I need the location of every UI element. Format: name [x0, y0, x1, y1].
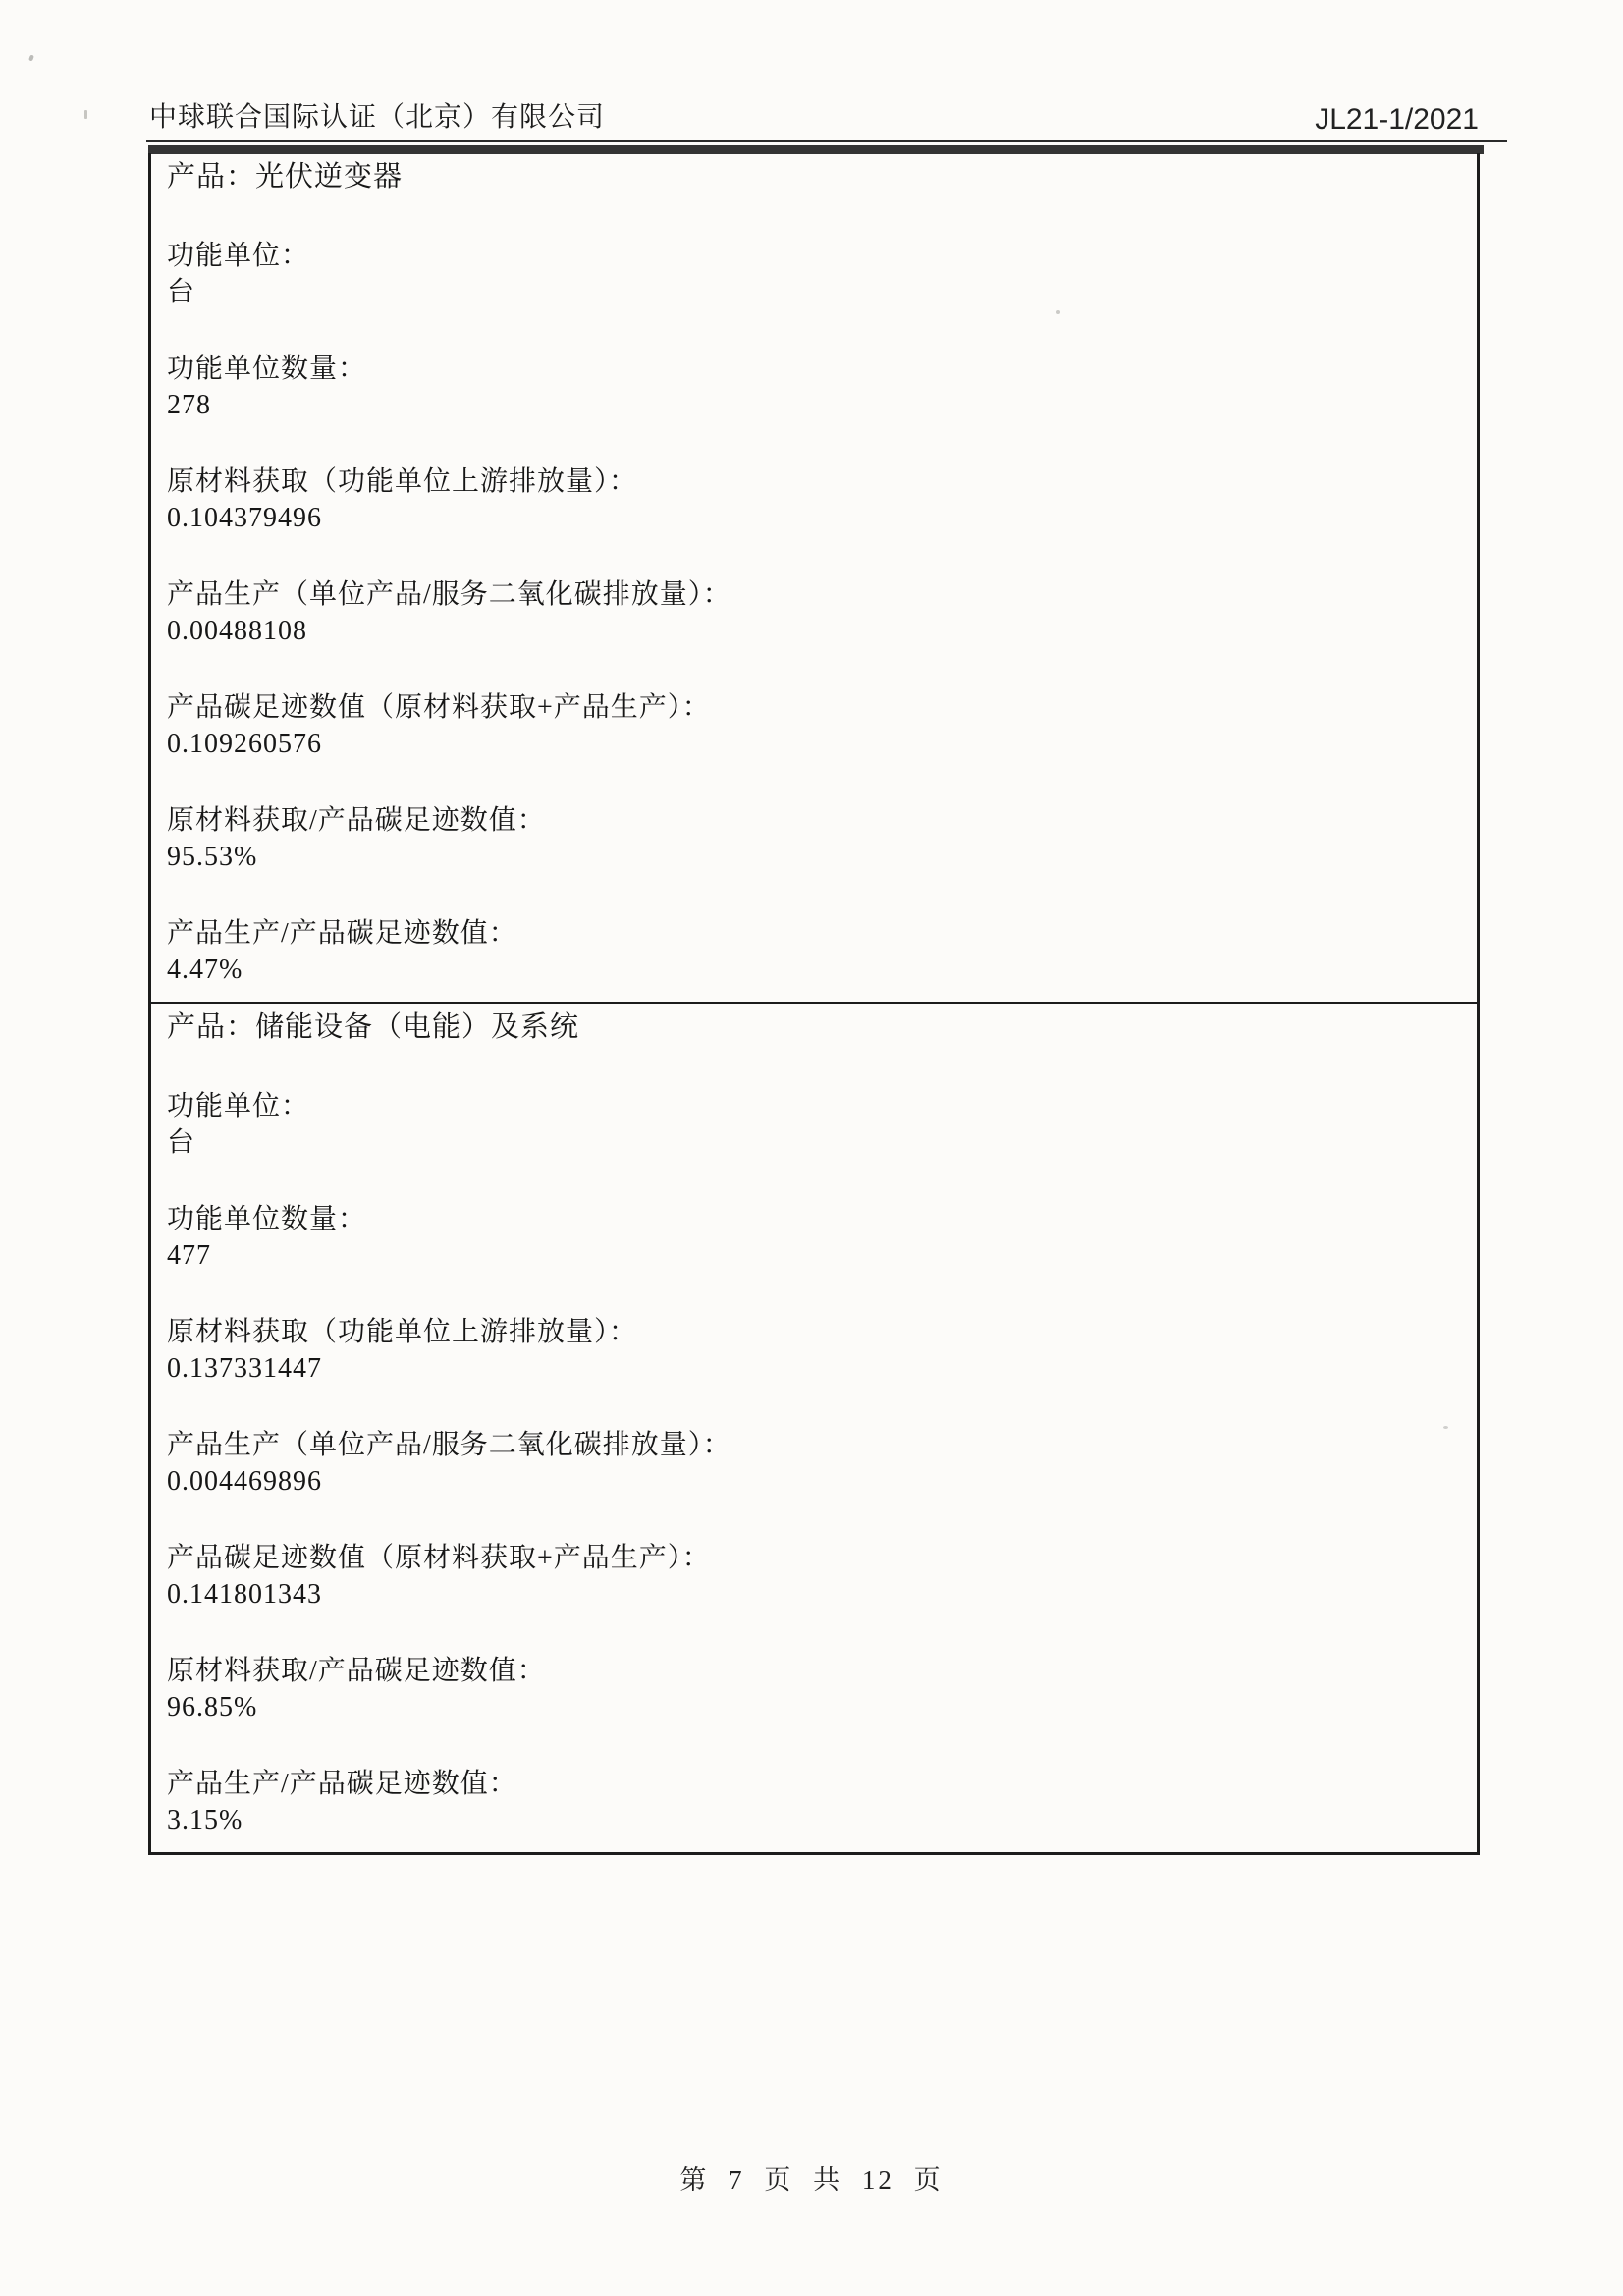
field-raw-material [167, 1314, 1461, 1387]
scan-artifact [28, 54, 34, 61]
field-value: 96.85% [167, 1692, 258, 1722]
field-label: 产品生产（单位产品/服务二氧化碳排放量）： [167, 579, 731, 610]
field-functional-unit [167, 238, 1461, 310]
field-label: 产品生产（单位产品/服务二氧化碳排放量）： [167, 1430, 731, 1460]
product-section-pv-inverter [148, 153, 1480, 1004]
product-title: 产品：储能设备（电能）及系统 [167, 1011, 580, 1043]
field-raw-material-ratio [167, 1653, 1461, 1725]
field-functional-unit [167, 1088, 1461, 1161]
field-label: 功能单位数量： [167, 1204, 367, 1234]
field-value: 台 [167, 1127, 196, 1158]
field-label: 功能单位： [167, 1091, 310, 1121]
field-value: 0.109260576 [167, 729, 322, 759]
field-label: 功能单位数量： [167, 354, 367, 384]
field-value: 0.104379496 [167, 503, 322, 533]
field-label: 产品碳足迹数值（原材料获取+产品生产）： [167, 692, 711, 723]
field-production-ratio [167, 1766, 1461, 1838]
field-value: 0.00488108 [167, 616, 307, 646]
field-label: 原材料获取（功能单位上游排放量）： [167, 466, 638, 497]
field-value: 4.47% [167, 955, 243, 985]
header-doc-number: JL21-1/2021 [1315, 103, 1479, 136]
field-value: 0.137331447 [167, 1353, 322, 1384]
header-company-name: 中球联合国际认证（北京）有限公司 [149, 102, 606, 133]
field-value: 0.141801343 [167, 1579, 322, 1610]
field-carbon-footprint [167, 1540, 1461, 1613]
field-value: 台 [167, 277, 196, 307]
field-value: 95.53% [167, 842, 258, 872]
field-raw-material [167, 464, 1461, 536]
field-label: 产品碳足迹数值（原材料获取+产品生产）： [167, 1543, 711, 1573]
field-production-ratio [167, 915, 1461, 988]
field-value: 3.15% [167, 1805, 243, 1835]
field-functional-unit-qty [167, 351, 1461, 423]
field-carbon-footprint [167, 689, 1461, 762]
field-label: 产品生产/产品碳足迹数值： [167, 1769, 517, 1799]
field-label: 原材料获取/产品碳足迹数值： [167, 1656, 546, 1686]
field-production [167, 576, 1461, 649]
field-value: 477 [167, 1240, 211, 1271]
field-production [167, 1427, 1461, 1500]
scan-artifact [1443, 1426, 1448, 1429]
field-value: 0.004469896 [167, 1466, 322, 1497]
field-functional-unit-qty [167, 1201, 1461, 1274]
header-rule-thin [146, 140, 1507, 142]
product-title: 产品：光伏逆变器 [167, 161, 404, 192]
field-label: 原材料获取（功能单位上游排放量）： [167, 1317, 638, 1347]
scan-artifact [84, 110, 87, 119]
scan-artifact [1056, 310, 1060, 314]
field-value: 278 [167, 390, 211, 420]
field-label: 产品生产/产品碳足迹数值： [167, 918, 517, 949]
field-label: 原材料获取/产品碳足迹数值： [167, 805, 546, 836]
product-section-energy-storage [148, 1004, 1480, 1855]
page-number: 第 7 页 共 12 页 [679, 2165, 944, 2195]
field-raw-material-ratio [167, 802, 1461, 875]
field-label: 功能单位： [167, 241, 310, 271]
